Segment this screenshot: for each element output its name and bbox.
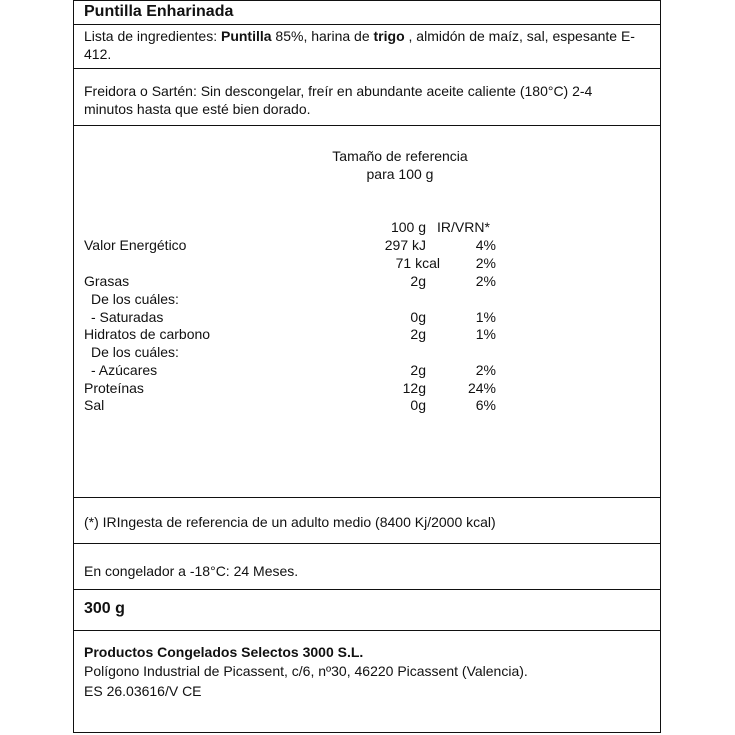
divider: [73, 589, 661, 590]
divider: [73, 24, 661, 25]
column-header-100g: 100 g: [390, 219, 426, 235]
ingredient-trigo: trigo: [373, 28, 405, 44]
ingredient-puntilla: Puntilla: [220, 28, 272, 44]
divider: [73, 543, 661, 544]
divider: [73, 630, 661, 631]
divider: [73, 125, 661, 126]
company-name: Productos Congelados Selectos 3000 S.L.: [84, 644, 364, 660]
reference-intake-footnote: (*) IRIngesta de referencia de un adulto medio (8400 Kj/2000 kcal): [84, 514, 496, 530]
divider: [73, 497, 661, 498]
preparation-instructions: Freidora o Sartén: Sin descongelar, freír en abundante aceite caliente (180°C) 2-4 minutos hasta que esté bien dorado.: [84, 83, 593, 117]
divider: [73, 68, 661, 69]
net-weight: 300 g: [84, 600, 125, 617]
company-address: Polígono Industrial de Picassent, c/6, nº30, 46220 Picassent (Valencia).: [84, 663, 528, 679]
reference-size-line2: para 100 g: [366, 166, 434, 182]
product-title: Puntilla Enharinada: [84, 3, 234, 20]
reference-size-line1: Tamaño de referencia: [332, 148, 468, 164]
column-header-ir: IR/VRN*: [437, 219, 490, 235]
sanitary-registry: ES 26.03616/V CE: [84, 683, 202, 699]
storage-instructions: En congelador a -18°C: 24 Meses.: [84, 563, 299, 579]
ingredients-label: Lista de ingredientes:: [84, 28, 221, 44]
ingredients-list: Lista de ingredientes: Puntilla 85%, harina de trigo , almidón de maíz, sal, espesante E-412.: [84, 28, 635, 62]
